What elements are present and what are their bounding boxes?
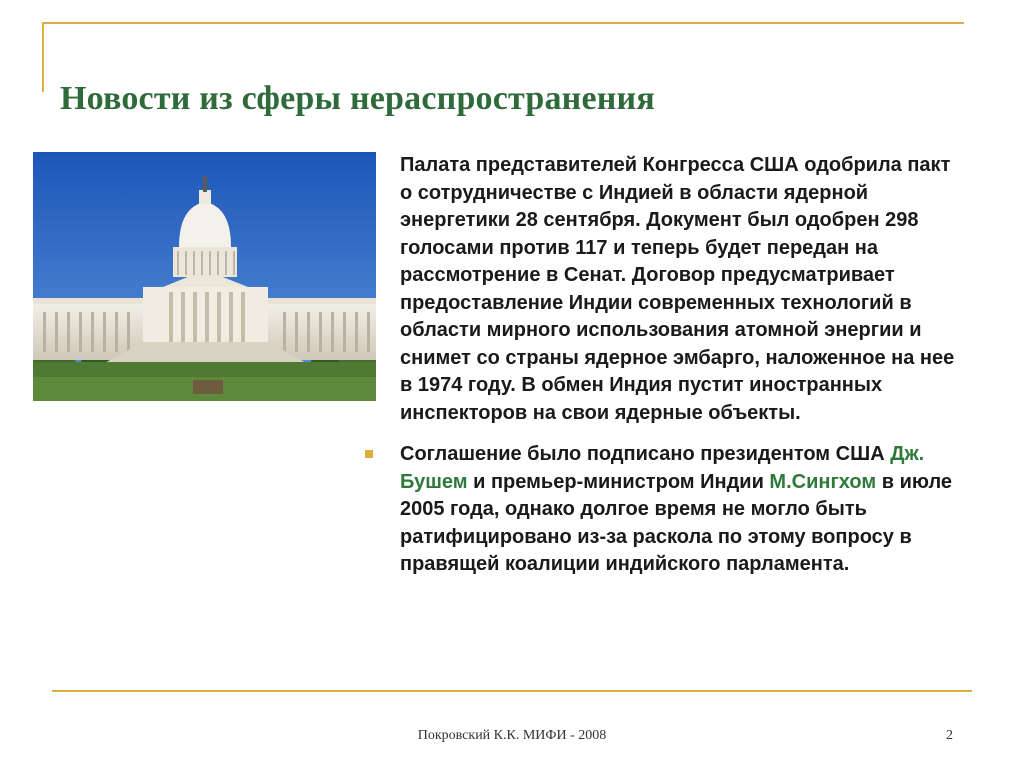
paragraph-congress-pact: Палата представителей Конгресса США одобрила пакт о сотрудничестве с Индией в области ядерной энергетики 28 сентября. Документ был одобрен 298 голосами против 117 и теперь будет передан на рассмотрение в Сенат. Договор предусматривает предоставление Индии современных технологий в области мирного использования атомной энергии и снимет со страны ядерное эмбарго, наложенное на нее в 1974 году. В обмен Индия пустит иностранных инспекторов на свои ядерные объекты.	[400, 154, 955, 424]
frame-bottom-line	[52, 690, 972, 692]
link-singh[interactable]: М.Сингхом	[769, 470, 877, 493]
capitol-building-photo	[33, 152, 376, 401]
frame-top-line	[42, 22, 964, 24]
slide-title: Новости из сферы нераспространения	[60, 80, 655, 117]
bullet-text-middle: и премьер-министром Индии	[467, 470, 770, 493]
footer-author: Покровский К.К. МИФИ - 2008	[417, 728, 607, 743]
bullet-text-after: в июле 2005 года, однако долгое время не могло быть ратифицировано из-за раскола по этому вопросу в правящей коалиции индийского парламента.	[400, 470, 953, 575]
link-bush[interactable]: Дж. Бушем	[400, 443, 925, 493]
bullet-square-icon	[365, 450, 373, 458]
bullet-item-agreement	[360, 441, 960, 579]
slide-body	[360, 152, 960, 579]
frame-left-line	[42, 22, 44, 92]
bullet-text-before: Соглашение было подписано президентом США	[400, 443, 891, 465]
page-number: 2	[946, 728, 953, 743]
